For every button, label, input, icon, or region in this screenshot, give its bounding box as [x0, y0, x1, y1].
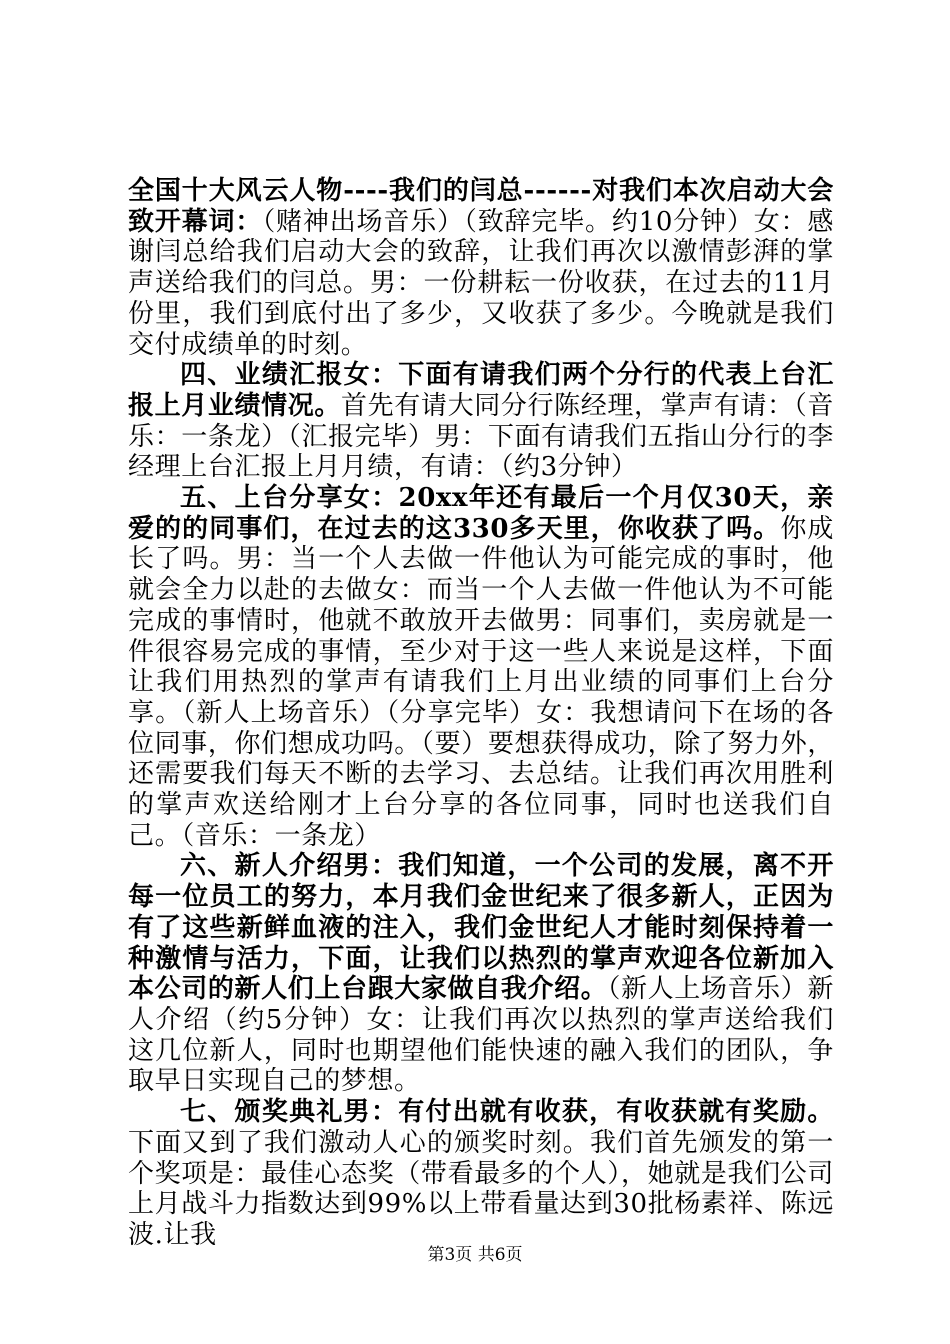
page-footer: 第3页 共6页 [427, 1245, 523, 1265]
document-body [128, 176, 834, 1251]
paragraph-text: （赌神出场音乐）（致辞完毕。约10分钟）女：感谢闫总给我们启动大会的致辞，让我们再次以激情彭湃的掌声送给我们的闫总。男：一份耕耘一份收获，在过去的11月份里，我们到底付出了多少，又收获了多少。今晚就是我们交付成绩单的时刻。 [128, 206, 834, 360]
paragraph-lead: 六、新人介绍男：我们知道，一个公司的发展，离不开每一位员工的努力，本月我们金世纪来了很多新人，正因为有了这些新鲜血液的注入，我们金世纪人才能时刻保持着一种激情与活力，下面，让我们以热烈的掌声欢迎各位新加入本公司的新人们上台跟大家做自我介绍。 [128, 851, 834, 1005]
paragraph-opening-speech [128, 176, 834, 360]
paragraph-performance-report [128, 360, 834, 483]
paragraph-text: 首先有请大同分行陈经理，掌声有请：（音乐：一条龙）（汇报完毕）男：下面有请我们五指山分行的李经理上台汇报上月月绩，有请：（约3分钟） [128, 390, 834, 483]
paragraph-text: 你成长了吗。男：当一个人去做一件他认为可能完成的事时，他就会全力以赴的去做女：而当一个人去做一件他认为不可能完成的事情时，他就不敢放开去做男：同事们，卖房就是一件很容易完成的事情，至少对于这一些人来说是这样，下面让我们用热烈的掌声有请我们上月出业绩的同事们上台分享。（新人上场音乐）（分享完毕）女：我想请问下在场的各位同事，你们想成功吗。（要）要想获得成功，除了努力外，还需要我们每天不断的去学习、去总结。让我们再次用胜利的掌声欢送给刚才上台分享的各位同事，同时也送我们自己。（音乐：一条龙） [128, 513, 834, 851]
paragraph-text: 下面又到了我们激动人心的颁奖时刻。我们首先颁发的第一个奖项是：最佳心态奖（带看最多的个人），她就是我们公司上月战斗力指数达到99%以上带看量达到30批杨素祥、陈远波.让我 [128, 1127, 834, 1250]
paragraph-sharing [128, 483, 834, 851]
paragraph-lead: 四、业绩汇报女：下面有请我们两个分行的代表上台汇报上月业绩情况。 [128, 360, 834, 421]
paragraph-lead: 五、上台分享女：20xx年还有最后一个月仅30天，亲爱的的同事们，在过去的这330多天里，你收获了吗。 [128, 483, 834, 544]
paragraph-lead: 七、颁奖典礼男：有付出就有收获，有收获就有奖励。 [180, 1097, 834, 1128]
paragraph-text: （新人上场音乐）新人介绍（约5分钟）女：让我们再次以热烈的掌声送给我们这几位新人，同时也期望他们能快速的融入我们的团队，争取早日实现自己的梦想。 [128, 974, 834, 1097]
paragraph-newcomer-intro [128, 851, 834, 1097]
paragraph-lead: 全国十大风云人物----我们的闫总------对我们本次启动大会致开幕词： [128, 176, 834, 237]
paragraph-award-ceremony [128, 1097, 834, 1251]
